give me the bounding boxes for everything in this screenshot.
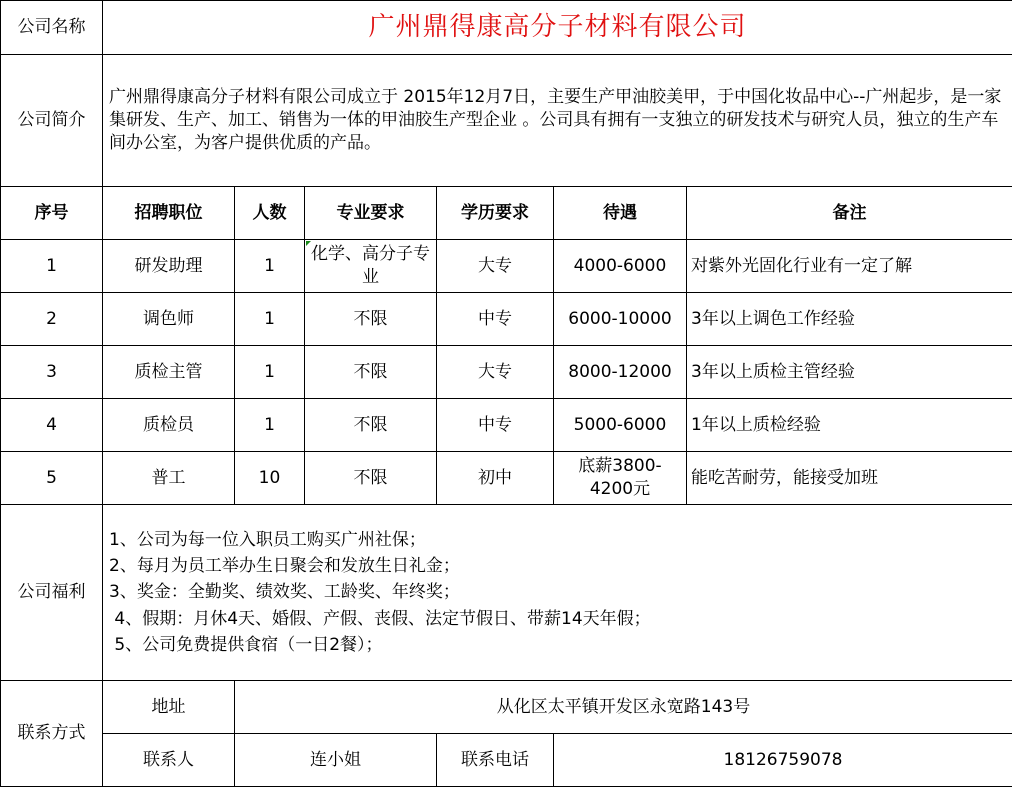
job-count: 1 — [235, 293, 305, 346]
job-education: 中专 — [437, 399, 554, 452]
table-row — [1, 293, 1012, 346]
person-label: 联系人 — [103, 734, 235, 787]
job-position: 调色师 — [103, 293, 235, 346]
header-count: 人数 — [235, 187, 305, 240]
job-major: 不限 — [305, 452, 437, 505]
job-position: 质检主管 — [103, 346, 235, 399]
job-salary: 4000-6000 — [554, 240, 687, 293]
job-remark: 3年以上质检主管经验 — [687, 346, 1012, 399]
header-salary: 待遇 — [554, 187, 687, 240]
welfare-item: 5、公司免费提供食宿（一日2餐）； — [109, 635, 383, 656]
job-no: 5 — [1, 452, 103, 505]
job-major: 化学、高分子专业 — [305, 240, 437, 293]
header-position: 招聘职位 — [103, 187, 235, 240]
welfare-item: 3、奖金：全勤奖、绩效奖、工龄奖、年终奖； — [109, 582, 460, 603]
welfare-row — [1, 505, 1012, 681]
job-position: 普工 — [103, 452, 235, 505]
job-salary: 8000-12000 — [554, 346, 687, 399]
job-position: 质检员 — [103, 399, 235, 452]
welfare-label: 公司福利 — [1, 505, 103, 681]
job-remark: 能吃苦耐劳，能接受加班 — [687, 452, 1012, 505]
job-count: 10 — [235, 452, 305, 505]
job-education: 大专 — [437, 240, 554, 293]
job-count: 1 — [235, 399, 305, 452]
job-education: 初中 — [437, 452, 554, 505]
job-no: 4 — [1, 399, 103, 452]
job-count: 1 — [235, 240, 305, 293]
header-education: 学历要求 — [437, 187, 554, 240]
header-remark: 备注 — [687, 187, 1012, 240]
contact-person-row — [1, 734, 1012, 787]
welfare-item: 2、每月为员工举办生日聚会和发放生日礼金； — [109, 555, 460, 576]
header-major: 专业要求 — [305, 187, 437, 240]
job-no: 3 — [1, 346, 103, 399]
header-no: 序号 — [1, 187, 103, 240]
table-row — [1, 240, 1012, 293]
company-name-label: 公司名称 — [1, 1, 103, 55]
job-salary: 5000-6000 — [554, 399, 687, 452]
job-major: 不限 — [305, 346, 437, 399]
phone-label: 联系电话 — [437, 734, 554, 787]
job-education: 大专 — [437, 346, 554, 399]
job-salary: 6000-10000 — [554, 293, 687, 346]
job-major: 不限 — [305, 399, 437, 452]
company-intro-row — [1, 55, 1012, 187]
person-value: 连小姐 — [235, 734, 437, 787]
welfare-item: 4、假期：月休4天、婚假、产假、丧假、法定节假日、带薪14天年假； — [109, 608, 651, 629]
job-education: 中专 — [437, 293, 554, 346]
job-salary: 底薪3800-4200元 — [554, 452, 687, 505]
job-remark: 1年以上质检经验 — [687, 399, 1012, 452]
company-intro-label: 公司简介 — [1, 55, 103, 187]
table-row — [1, 399, 1012, 452]
jobs-header-row — [1, 187, 1012, 240]
welfare-item: 1、公司为每一位入职员工购买广州社保； — [109, 529, 426, 550]
company-intro-text: 广州鼎得康高分子材料有限公司成立于 2015年12月7日，主要生产甲油胶美甲，于中国化妆品中心--广州起步，是一家集研发、生产、加工、销售为一体的甲油胶生产型企业 。公司具有拥有一支独立的研发技术与研究人员，独立的生产车间办公室，为客户提供优质的产品。 — [103, 55, 1012, 187]
address-label: 地址 — [103, 681, 235, 734]
welfare-list — [103, 505, 1012, 681]
job-remark: 对紫外光固化行业有一定了解 — [687, 240, 1012, 293]
table-row — [1, 452, 1012, 505]
table-row — [1, 346, 1012, 399]
company-name-row — [1, 1, 1012, 55]
job-count: 1 — [235, 346, 305, 399]
contact-label: 联系方式 — [1, 681, 103, 787]
job-no: 1 — [1, 240, 103, 293]
contact-address-row — [1, 681, 1012, 734]
company-name: 广州鼎得康高分子材料有限公司 — [103, 1, 1012, 55]
address-value: 从化区太平镇开发区永宽路143号 — [235, 681, 1012, 734]
job-no: 2 — [1, 293, 103, 346]
job-major: 不限 — [305, 293, 437, 346]
job-position: 研发助理 — [103, 240, 235, 293]
job-remark: 3年以上调色工作经验 — [687, 293, 1012, 346]
phone-value: 18126759078 — [554, 734, 1012, 787]
